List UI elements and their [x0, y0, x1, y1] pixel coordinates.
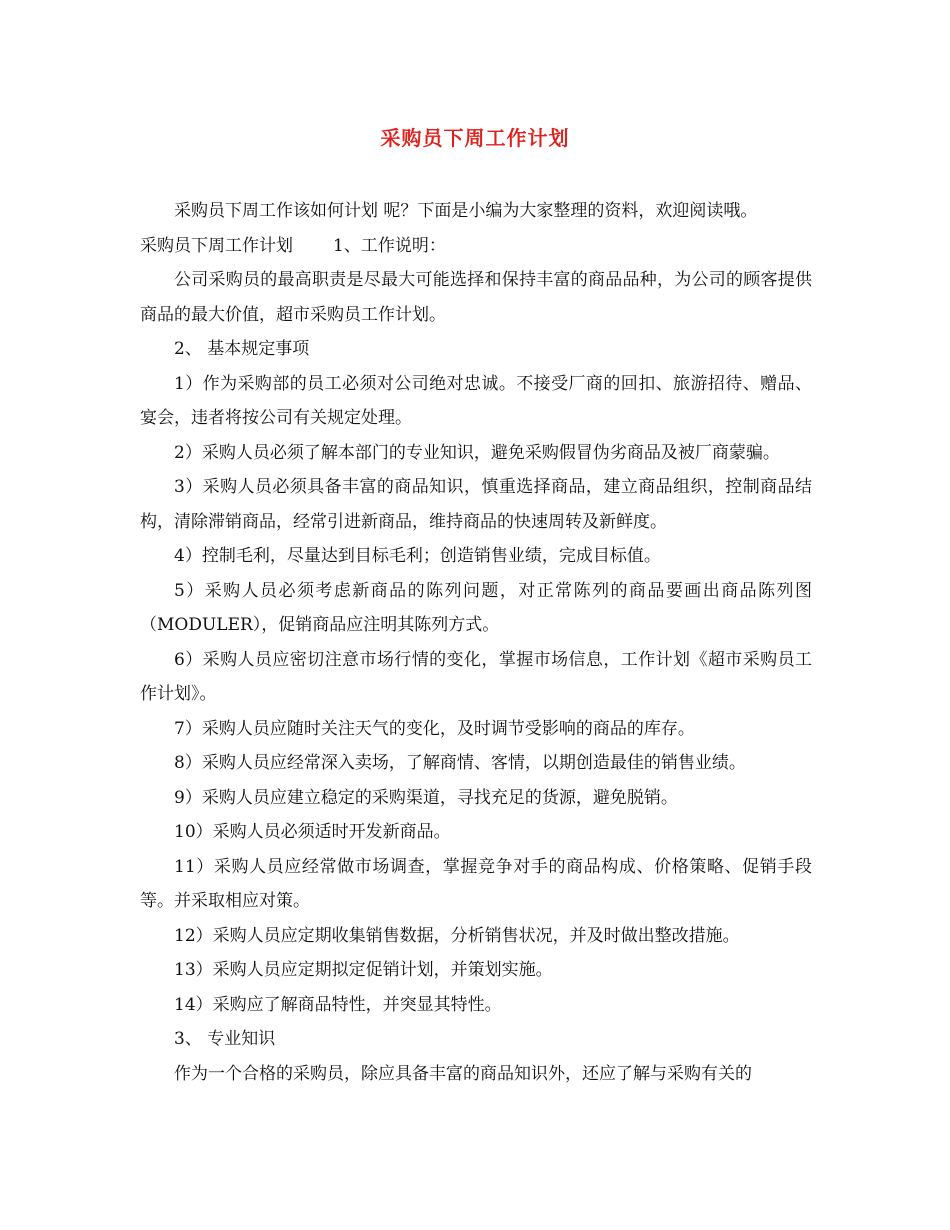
rule-item: 9）采购人员应建立稳定的采购渠道，寻找充足的货源，避免脱销。	[174, 787, 678, 808]
intro-heading-line	[140, 229, 812, 264]
closing-paragraph: 作为一个合格的采购员，除应具备丰富的商品知识外，还应了解与采购有关的	[174, 1063, 752, 1084]
rule-item: 11）采购人员应经常做市场调查，掌握竞争对手的商品构成、价格策略、促销手段等。并采取相应对策。	[140, 856, 812, 911]
rule-item: 13）采购人员应定期拟定促销计划，并策划实施。	[174, 960, 553, 980]
rule-item: 8）采购人员应经常深入卖场，了解商情、客情，以期创造最佳的销售业绩。	[174, 753, 746, 773]
section-heading-rules: 2、 基本规定事项	[174, 339, 310, 359]
rule-item: 2）采购人员必须了解本部门的专业知识，避免采购假冒伪劣商品及被厂商蒙骗。	[174, 442, 780, 463]
duty-paragraph: 公司采购员的最高职责是尽最大可能选择和保持丰富的商品品种，为公司的顾客提供商品的最大价值，超市采购员工作计划。	[140, 270, 812, 325]
page-title: 采购员下周工作计划	[380, 126, 570, 150]
rule-item: 4）控制毛利，尽量达到目标毛利；创造销售业绩，完成目标值。	[174, 546, 661, 566]
section-heading-knowledge: 3、 专业知识	[174, 1029, 276, 1049]
rule-item: 3）采购人员必须具备丰富的商品知识，慎重选择商品，建立商品组织，控制商品结构，清除滞销商品，经常引进新商品，维持商品的快速周转及新鲜度。	[140, 477, 812, 532]
rule-item: 5）采购人员必须考虑新商品的陈列问题，对正常陈列的商品要画出商品陈列图（MODULER），促销商品应注明其陈列方式。	[140, 580, 812, 635]
document-body	[140, 194, 812, 1091]
rule-item: 6）采购人员应密切注意市场行情的变化，掌握市场信息，工作计划《超市采购员工作计划》。	[140, 649, 812, 704]
rule-item: 14）采购应了解商品特性，并突显其特性。	[174, 994, 502, 1015]
work-description-heading: 1、工作说明：	[333, 235, 446, 256]
rule-item: 10）采购人员必须适时开发新商品。	[174, 822, 451, 842]
rule-item: 12）采购人员应定期收集销售数据，分析销售状况，并及时做出整改措施。	[174, 925, 740, 946]
rule-item: 7）采购人员应随时关注天气的变化，及时调节受影响的商品的库存。	[174, 718, 695, 739]
intro-doc-title: 采购员下周工作计划	[140, 235, 293, 256]
rule-item: 1）作为采购部的员工必须对公司绝对忠诚。不接受厂商的回扣、旅游招待、赠品、宴会，违者将按公司有关规定处理。	[140, 373, 812, 428]
intro-paragraph: 采购员下周工作该如何计划 呢？下面是小编为大家整理的资料，欢迎阅读哦。	[174, 201, 758, 221]
